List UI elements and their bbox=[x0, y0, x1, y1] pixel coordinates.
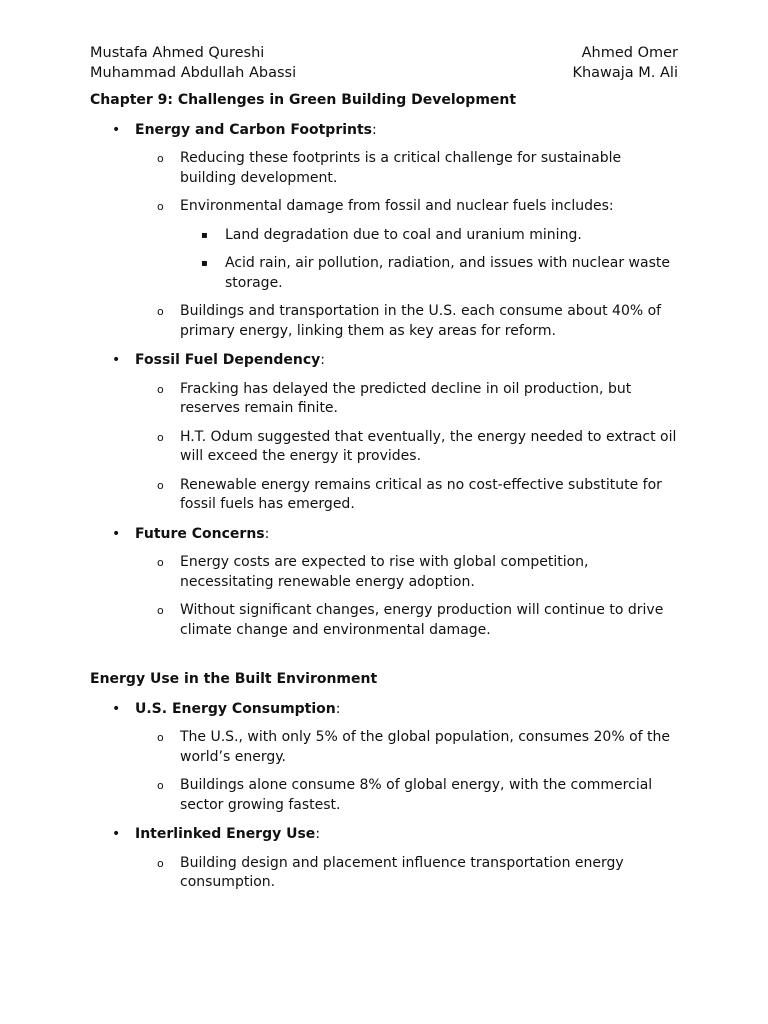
sub-bullet-list bbox=[135, 149, 678, 341]
sub-list-item bbox=[135, 854, 678, 893]
bullet-circle-icon: o bbox=[157, 200, 164, 213]
term-colon: : bbox=[320, 352, 325, 368]
sub-list-item-text: Building design and placement influence transportation energy consumption. bbox=[180, 854, 624, 890]
sub-list-item-text: Energy costs are expected to rise with global competition, necessitating renewable energy adoption. bbox=[180, 554, 589, 590]
sub-list-item-text: Reducing these footprints is a critical challenge for sustainable building development. bbox=[180, 150, 622, 186]
sub-sub-bullet-list bbox=[180, 226, 678, 294]
sub-list-item-text: The U.S., with only 5% of the global population, consumes 20% of the world’s energy. bbox=[180, 729, 670, 765]
bullet-dot-icon: • bbox=[112, 826, 121, 842]
sub-list-item bbox=[135, 302, 678, 341]
bullet-circle-icon: o bbox=[157, 556, 164, 569]
list-item-term: U.S. Energy Consumption bbox=[135, 700, 336, 717]
bullet-circle-icon: o bbox=[157, 779, 164, 792]
chapter-title: Chapter 9: Challenges in Green Building Development bbox=[90, 92, 517, 108]
sub-list-item bbox=[135, 380, 678, 419]
sub-list-item-text: Fracking has delayed the predicted decline in oil production, but reserves remain finite. bbox=[180, 380, 632, 416]
sub-sub-list-item bbox=[180, 254, 678, 293]
term-colon: : bbox=[315, 826, 321, 842]
sub-list-item-text: Without significant changes, energy production will continue to drive climate change and environmental damage. bbox=[180, 602, 664, 638]
sub-list-item bbox=[135, 776, 678, 815]
list-item-term: Energy and Carbon Footprints bbox=[135, 121, 373, 138]
term-colon: : bbox=[264, 525, 270, 542]
bullet-square-icon: ▪ bbox=[201, 258, 208, 269]
sub-bullet-list bbox=[135, 728, 678, 815]
sub-list-item-text: Renewable energy remains critical as no cost-effective substitute for fossil fuels has emerged. bbox=[180, 476, 662, 512]
sub-sub-list-item bbox=[180, 226, 678, 246]
bullet-circle-icon: o bbox=[157, 152, 164, 165]
list-item bbox=[90, 121, 678, 342]
bullet-dot-icon: • bbox=[112, 525, 121, 542]
bullet-dot-icon: • bbox=[112, 352, 121, 368]
list-item-term: Fossil Fuel Dependency bbox=[135, 352, 321, 368]
bullet-dot-icon: • bbox=[112, 700, 121, 717]
list-item bbox=[90, 825, 678, 893]
sub-list-item-text: Buildings alone consume 8% of global energy, with the commercial sector growing fastest. bbox=[180, 777, 653, 813]
sub-bullet-list bbox=[135, 380, 678, 515]
bullet-circle-icon: o bbox=[157, 478, 164, 492]
author-name: Khawaja M. Ali bbox=[572, 64, 678, 81]
chapter-bullet-list bbox=[90, 121, 678, 641]
term-colon: : bbox=[335, 700, 341, 717]
bullet-circle-icon: o bbox=[157, 604, 164, 617]
sub-list-item-text: Environmental damage from fossil and nuclear fuels includes: bbox=[180, 198, 614, 214]
author-name: Ahmed Omer bbox=[581, 45, 678, 61]
list-item bbox=[90, 351, 678, 515]
bullet-dot-icon: • bbox=[112, 121, 121, 138]
bullet-square-icon: ▪ bbox=[201, 229, 208, 241]
sub-list-item-text: Buildings and transportation in the U.S. each consume about 40% of primary energy, linking them as key areas for reform. bbox=[180, 303, 662, 339]
list-item bbox=[90, 525, 678, 641]
sub-list-item bbox=[135, 728, 678, 767]
sub-sub-list-item-text: Acid rain, air pollution, radiation, and issues with nuclear waste storage. bbox=[225, 255, 670, 291]
bullet-circle-icon: o bbox=[157, 856, 164, 870]
sub-list-item-text: H.T. Odum suggested that eventually, the energy needed to extract oil will exceed the energy it provides. bbox=[180, 428, 677, 464]
author-name: Mustafa Ahmed Qureshi bbox=[90, 45, 265, 61]
sub-list-item bbox=[135, 428, 678, 467]
sub-bullet-list bbox=[135, 553, 678, 640]
sub-list-item bbox=[135, 149, 678, 188]
sub-list-item bbox=[135, 476, 678, 515]
sub-sub-list-item-text: Land degradation due to coal and uranium mining. bbox=[225, 226, 582, 243]
author-column-left bbox=[90, 44, 296, 83]
list-item-term: Interlinked Energy Use bbox=[135, 826, 316, 842]
bullet-circle-icon: o bbox=[157, 731, 164, 744]
bullet-circle-icon: o bbox=[157, 382, 164, 396]
bullet-circle-icon: o bbox=[157, 305, 164, 318]
bullet-circle-icon: o bbox=[157, 430, 164, 444]
sub-list-item bbox=[135, 601, 678, 640]
document-page bbox=[90, 44, 678, 893]
author-header bbox=[90, 44, 678, 83]
sub-bullet-list bbox=[135, 854, 678, 893]
list-item bbox=[90, 700, 678, 816]
author-name: Muhammad Abdullah Abassi bbox=[90, 64, 297, 81]
list-item-term: Future Concerns bbox=[135, 525, 265, 542]
section-title: Energy Use in the Built Environment bbox=[90, 671, 378, 687]
section-bullet-list bbox=[90, 700, 678, 893]
author-column-right bbox=[572, 44, 678, 83]
sub-list-item bbox=[135, 197, 678, 293]
term-colon: : bbox=[372, 121, 377, 138]
sub-list-item bbox=[135, 553, 678, 592]
